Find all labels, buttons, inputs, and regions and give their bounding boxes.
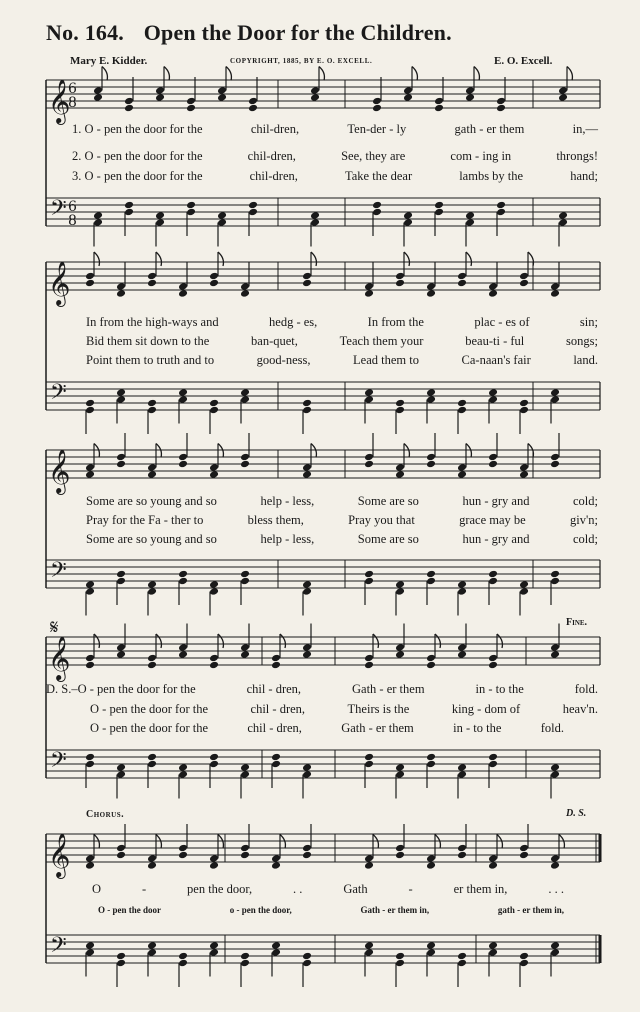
note-head <box>302 650 312 659</box>
note-head <box>178 952 188 961</box>
lyric-segment: fold. <box>574 682 598 696</box>
note-head <box>395 952 405 961</box>
note-head <box>426 861 436 870</box>
note-head <box>178 570 188 579</box>
note-head <box>271 861 281 870</box>
lyric-segment: in - to the <box>475 682 524 696</box>
composer-credit: E. O. Excell. <box>494 55 553 67</box>
lyric-line <box>86 334 598 349</box>
lyric-segment: Pray you that <box>348 513 415 527</box>
lyric-segment: plac - es of <box>474 315 530 329</box>
note-head <box>364 388 374 397</box>
note-head <box>550 941 560 950</box>
note-head <box>302 470 312 479</box>
note-head <box>488 289 498 298</box>
note-head <box>240 851 250 860</box>
note-head <box>488 861 498 870</box>
note-head <box>457 279 467 288</box>
lyric-segment: In from the high-ways and <box>86 315 219 329</box>
note-head <box>155 211 165 220</box>
lyric-segment: O - pen the door <box>98 905 161 915</box>
note-head <box>209 580 219 589</box>
lyric-segment: Take the dear <box>344 169 413 183</box>
note-head <box>457 952 467 961</box>
lyric-segment: giv'n; <box>570 513 598 527</box>
dal-segno-marker: D. S. <box>566 808 587 819</box>
note-head <box>496 104 506 113</box>
note-head <box>457 851 467 860</box>
note-flag <box>102 67 107 81</box>
note-head <box>178 851 188 860</box>
note-head <box>85 661 95 670</box>
note-head <box>395 763 405 772</box>
note-head <box>457 580 467 589</box>
chorus-lyric-line <box>92 882 564 897</box>
note-head <box>488 460 498 469</box>
note-head <box>519 399 529 408</box>
lyric-line <box>90 702 598 717</box>
note-head <box>155 93 165 102</box>
note-head <box>550 460 560 469</box>
note-head <box>550 650 560 659</box>
treble-clef: 𝄞 <box>48 636 71 680</box>
lyric-segment: hedg - es, <box>269 315 318 329</box>
note-flag <box>497 634 502 648</box>
note-head <box>178 650 188 659</box>
lyric-line <box>86 353 598 368</box>
note-head <box>364 753 374 762</box>
lyric-segment: bless them, <box>247 513 304 527</box>
note-flag <box>226 67 231 81</box>
note-head <box>310 211 320 220</box>
hymn-title: Open the Door for the Children. <box>143 20 452 45</box>
lyric-segment: help - less, <box>260 494 315 508</box>
lyric-segment: Some are so <box>357 532 419 546</box>
note-head <box>186 104 196 113</box>
lyric-segment: songs; <box>566 334 598 348</box>
lyric-segment: 2. O - pen the door for the <box>72 149 203 163</box>
note-head <box>147 470 157 479</box>
note-flag <box>404 252 409 266</box>
note-head <box>457 650 467 659</box>
note-head <box>426 570 436 579</box>
note-head <box>488 388 498 397</box>
lyric-segment: O - pen the door for the <box>90 721 209 735</box>
lyric-segment: Some are so young and so <box>86 494 217 508</box>
note-flag <box>218 634 223 648</box>
note-head <box>550 289 560 298</box>
note-head <box>116 460 126 469</box>
note-head <box>395 470 405 479</box>
note-flag <box>218 252 223 266</box>
lyric-segment: heav'n. <box>562 702 598 716</box>
note-head <box>465 211 475 220</box>
note-head <box>488 753 498 762</box>
note-head <box>364 661 374 670</box>
note-head <box>93 211 103 220</box>
note-head <box>364 460 374 469</box>
note-head <box>271 661 281 670</box>
note-head <box>124 201 134 210</box>
note-head <box>302 580 312 589</box>
chorus-bass-lyric-line <box>98 905 564 915</box>
lyric-segment: Gath - er them in, <box>360 905 430 915</box>
note-head <box>93 93 103 102</box>
lyric-segment: See, they are <box>341 149 406 163</box>
note-head <box>558 211 568 220</box>
note-head <box>403 93 413 102</box>
fine-marker: Fine. <box>566 617 588 628</box>
note-flag <box>435 634 440 648</box>
lyric-segment: Lead them to <box>353 353 419 367</box>
bass-clef: 𝄢 <box>50 933 67 963</box>
bass-clef: 𝄢 <box>50 380 67 410</box>
treble-clef: 𝄞 <box>48 261 71 305</box>
lyric-segment: . . <box>293 882 303 896</box>
note-head <box>240 388 250 397</box>
note-head <box>364 289 374 298</box>
note-head <box>457 399 467 408</box>
lyric-segment: grace may be <box>459 513 526 527</box>
note-head <box>434 201 444 210</box>
note-head <box>364 941 374 950</box>
lyric-segment: - <box>408 882 413 896</box>
lyric-line <box>86 494 598 509</box>
lyric-segment: chil - dren, <box>246 682 302 696</box>
note-head <box>147 661 157 670</box>
note-head <box>209 941 219 950</box>
lyric-segment: Ca-naan's fair <box>461 353 531 367</box>
time-signature: 8 <box>68 213 77 229</box>
note-head <box>395 650 405 659</box>
note-head <box>116 650 126 659</box>
lyric-segment: - <box>141 882 147 896</box>
note-head <box>310 93 320 102</box>
lyric-segment: 3. O - pen the door for the <box>72 169 203 183</box>
note-head <box>147 399 157 408</box>
note-head <box>426 289 436 298</box>
note-head <box>240 952 250 961</box>
lyric-segment: cold; <box>573 494 598 508</box>
lyric-line <box>86 315 598 330</box>
note-head <box>403 211 413 220</box>
note-head <box>395 580 405 589</box>
note-head <box>178 289 188 298</box>
note-head <box>550 570 560 579</box>
lyric-segment: in,— <box>572 122 598 136</box>
lyric-segment: help - less, <box>260 532 315 546</box>
note-head <box>178 388 188 397</box>
copyright-notice: COPYRIGHT, 1885, BY E. O. EXCELL. <box>230 57 373 65</box>
lyric-segment: gath - er them in, <box>497 905 564 915</box>
note-head <box>395 399 405 408</box>
note-head <box>372 104 382 113</box>
note-flag <box>412 67 417 81</box>
note-flag <box>466 252 471 266</box>
lyric-segment: com - ing in <box>450 149 512 163</box>
note-head <box>519 952 529 961</box>
note-head <box>209 661 219 670</box>
lyric-segment: gath - er them <box>454 122 525 136</box>
note-flag <box>94 252 99 266</box>
lyric-segment: er them in, <box>453 882 508 896</box>
note-head <box>209 470 219 479</box>
note-head <box>217 211 227 220</box>
note-head <box>116 851 126 860</box>
note-head <box>271 941 281 950</box>
note-head <box>124 104 134 113</box>
note-head <box>550 388 560 397</box>
note-flag <box>156 634 161 648</box>
lyric-line <box>72 122 598 137</box>
lyric-line <box>86 513 598 528</box>
note-head <box>186 201 196 210</box>
lyric-segment: ban-quet, <box>251 334 298 348</box>
lyric-segment: 1. O - pen the door for the <box>72 122 203 136</box>
lyric-segment: throngs! <box>556 149 598 163</box>
note-head <box>465 93 475 102</box>
lyric-segment: lambs by the <box>459 169 524 183</box>
note-flag <box>311 252 316 266</box>
note-head <box>519 851 529 860</box>
note-head <box>550 763 560 772</box>
lyric-line <box>46 682 598 697</box>
note-head <box>147 753 157 762</box>
note-head <box>116 763 126 772</box>
note-head <box>426 941 436 950</box>
note-head <box>85 399 95 408</box>
lyric-segment: Gath <box>343 882 368 896</box>
lyric-segment: O <box>92 882 102 896</box>
note-head <box>302 399 312 408</box>
lyric-segment: D. S.–O - pen the door for the <box>46 682 196 696</box>
lyric-segment: . . . <box>548 882 564 896</box>
lyric-segment: chil-dren, <box>249 169 298 183</box>
note-head <box>116 289 126 298</box>
note-head <box>147 279 157 288</box>
note-head <box>209 279 219 288</box>
note-head <box>147 861 157 870</box>
note-head <box>85 279 95 288</box>
note-head <box>217 93 227 102</box>
note-head <box>147 941 157 950</box>
bass-clef: 𝄢 <box>50 558 67 588</box>
note-head <box>519 279 529 288</box>
lyric-segment: chil-dren, <box>247 149 296 163</box>
note-head <box>85 470 95 479</box>
time-signature: 8 <box>68 95 77 111</box>
note-flag <box>319 67 324 81</box>
note-head <box>395 279 405 288</box>
note-flag <box>280 634 285 648</box>
note-flag <box>474 67 479 81</box>
lyric-segment: chil - dren, <box>250 702 306 716</box>
note-head <box>519 470 529 479</box>
note-head <box>395 851 405 860</box>
time-signature: 6 <box>68 199 77 215</box>
note-head <box>248 104 258 113</box>
lyric-segment: In from the <box>367 315 424 329</box>
note-head <box>240 460 250 469</box>
note-head <box>372 201 382 210</box>
lyric-segment: Gath - er them <box>352 682 425 696</box>
note-head <box>426 388 436 397</box>
note-head <box>426 661 436 670</box>
lyric-segment: hand; <box>570 169 598 183</box>
lyric-segment: in - to the <box>453 721 502 735</box>
author-credit: Mary E. Kidder. <box>70 55 148 67</box>
note-head <box>209 861 219 870</box>
bass-clef: 𝄢 <box>50 196 67 226</box>
note-head <box>240 289 250 298</box>
note-head <box>178 763 188 772</box>
note-head <box>248 201 258 210</box>
hymn-number: No. 164. <box>46 20 124 45</box>
lyric-segment: Theirs is the <box>347 702 410 716</box>
lyric-segment: Bid them sit down to the <box>86 334 210 348</box>
note-head <box>116 388 126 397</box>
lyric-segment: Some are so young and so <box>86 532 217 546</box>
lyric-segment: fold. <box>540 721 564 735</box>
lyric-segment: Point them to truth and to <box>86 353 215 367</box>
note-head <box>519 580 529 589</box>
note-head <box>178 460 188 469</box>
note-head <box>85 753 95 762</box>
note-head <box>488 661 498 670</box>
treble-clef: 𝄞 <box>48 449 71 493</box>
lyric-segment: Pray for the Fa - ther to <box>86 513 204 527</box>
note-head <box>240 650 250 659</box>
segno-sign: 𝄋 <box>50 615 59 639</box>
lyric-segment: o - pen the door, <box>229 905 292 915</box>
note-head <box>271 753 281 762</box>
lyric-segment: Gath - er them <box>341 721 414 735</box>
note-head <box>147 580 157 589</box>
bass-clef: 𝄢 <box>50 748 67 778</box>
note-head <box>85 941 95 950</box>
note-head <box>364 570 374 579</box>
note-head <box>550 861 560 870</box>
note-head <box>434 104 444 113</box>
lyric-segment: Ten-der - ly <box>347 122 407 136</box>
note-head <box>116 952 126 961</box>
lyric-segment: hun - gry and <box>462 532 530 546</box>
lyric-segment: good-ness, <box>256 353 311 367</box>
note-head <box>558 93 568 102</box>
lyric-segment: Some are so <box>357 494 419 508</box>
lyric-segment: cold; <box>573 532 598 546</box>
note-head <box>240 763 250 772</box>
note-head <box>209 753 219 762</box>
chorus-label: Chorus. <box>86 809 125 820</box>
note-head <box>240 570 250 579</box>
note-flag <box>156 252 161 266</box>
note-head <box>426 460 436 469</box>
note-head <box>488 570 498 579</box>
note-head <box>85 861 95 870</box>
lyric-segment: chil-dren, <box>250 122 300 136</box>
note-head <box>302 952 312 961</box>
lyric-line <box>86 532 598 547</box>
note-flag <box>94 634 99 648</box>
note-head <box>85 580 95 589</box>
note-head <box>209 399 219 408</box>
treble-clef: 𝄞 <box>48 833 71 877</box>
note-head <box>364 861 374 870</box>
note-head <box>488 941 498 950</box>
note-head <box>457 470 467 479</box>
lyric-segment: beau-ti - ful <box>465 334 525 348</box>
lyric-segment: chil - dren, <box>247 721 302 735</box>
note-head <box>457 763 467 772</box>
lyric-line <box>72 169 598 184</box>
note-flag <box>164 67 169 81</box>
lyric-line <box>72 149 598 164</box>
note-head <box>302 851 312 860</box>
lyric-segment: sin; <box>579 315 598 329</box>
lyric-segment: land. <box>573 353 598 367</box>
treble-clef: 𝄞 <box>48 79 71 123</box>
note-head <box>116 570 126 579</box>
lyric-line <box>90 721 564 736</box>
lyric-segment: hun - gry and <box>462 494 530 508</box>
note-flag <box>373 634 378 648</box>
lyric-segment: king - dom of <box>451 702 521 716</box>
note-head <box>426 753 436 762</box>
note-head <box>302 763 312 772</box>
lyric-segment: O - pen the door for the <box>90 702 209 716</box>
note-head <box>302 279 312 288</box>
lyric-segment: pen the door, <box>187 882 253 896</box>
lyric-segment: Teach them your <box>339 334 424 348</box>
note-flag <box>567 67 572 81</box>
note-head <box>496 201 506 210</box>
time-signature: 6 <box>68 81 77 97</box>
